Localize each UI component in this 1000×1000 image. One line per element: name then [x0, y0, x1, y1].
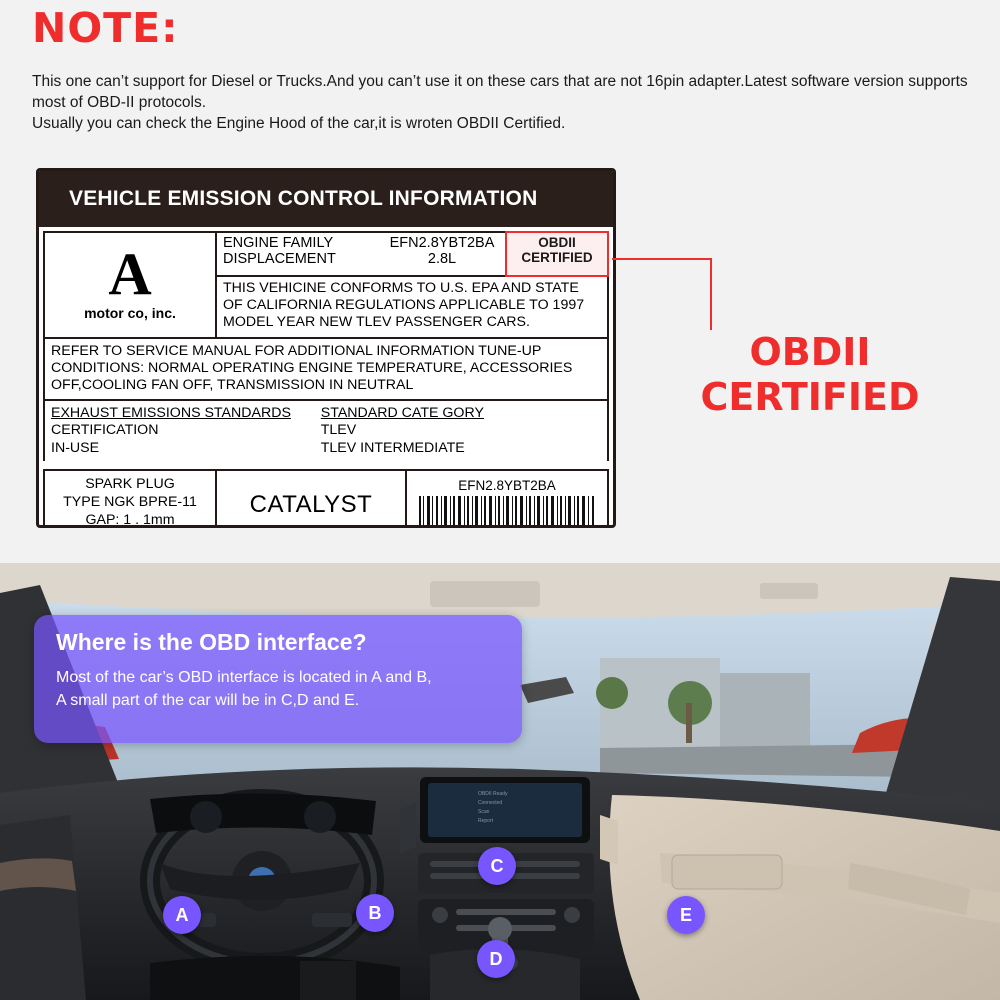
obdii-badge-line-1: OBDII: [538, 235, 576, 250]
label-row-1-right: [217, 233, 607, 337]
logo-letter: A: [108, 240, 152, 307]
engine-family-value: EFN2.8YBT2BA: [389, 235, 495, 251]
displacement-label: DISPLACEMENT: [223, 251, 336, 268]
obd-interface-callout-bubble: [34, 615, 522, 743]
callout-text: [640, 330, 980, 420]
barcode-cell: [407, 471, 607, 528]
svg-text:Connected: Connected: [478, 800, 503, 806]
spark-plug-line-2: TYPE NGK BPRE-11: [63, 493, 197, 510]
exhaust-standards-heading: EXHAUST EMISSIONS STANDARDS: [51, 405, 291, 422]
svg-text:OBDII Ready: OBDII Ready: [478, 791, 508, 797]
emission-label-body: [39, 227, 613, 528]
emission-label-header: VEHICLE EMISSION CONTROL INFORMATION: [39, 171, 613, 227]
note-line-1: This one can’t support for Diesel or Trucks.And you can’t use it on these cars that are not 16pin adapter.Latest software version supports most of OBD-II protocols.: [32, 73, 968, 111]
location-pin-a[interactable]: [163, 896, 201, 934]
emissions-standards-row: [45, 399, 607, 461]
bubble-body-line-2: A small part of the car will be in C,D and E.: [56, 692, 360, 710]
conformance-statement: THIS VEHICINE CONFORMS TO U.S. EPA AND STATE OF CALIFORNIA REGULATIONS APPLICABLE TO 1997 MODEL YEAR NEW TLEV PASSENGER CARS.: [223, 280, 585, 330]
spark-plug-cell: [45, 471, 217, 528]
label-row-1: [45, 233, 607, 337]
displacement-value: 2.8L: [427, 251, 457, 268]
callout-line-2: CERTIFIED: [700, 374, 920, 419]
exhaust-standards-cell: [45, 401, 315, 461]
pin-label: C: [490, 855, 504, 876]
spark-plug-line-1: SPARK PLUG: [85, 476, 175, 493]
label-bottom-block: [43, 469, 609, 528]
callout-leader-horizontal: [612, 258, 712, 260]
callout-leader-vertical: [710, 258, 712, 330]
callout-line-1: OBDII: [749, 330, 871, 374]
location-pin-e[interactable]: [667, 896, 705, 934]
label-row-4: [45, 471, 607, 528]
label-top-block: [43, 231, 609, 461]
manufacturer-logo: [45, 233, 217, 337]
pin-label: A: [175, 904, 189, 925]
svg-text:Report: Report: [478, 818, 494, 824]
obdii-certified-badge: [505, 231, 609, 277]
emission-label-card: [36, 168, 616, 528]
service-manual-note: REFER TO SERVICE MANUAL FOR ADDITIONAL INFORMATION TUNE-UP CONDITIONS: NORMAL OPERATING ENGINE TEMPERATURE, ACCESSORIES OFF,COOLING FAN OFF, TRANSMISSION IN NEUTRAL: [45, 337, 607, 399]
pin-label: D: [489, 948, 503, 969]
pin-label: B: [368, 902, 382, 923]
standard-category-row-1: TLEV: [320, 422, 357, 439]
bubble-title: Where is the OBD interface?: [56, 629, 367, 655]
location-pin-d[interactable]: [477, 940, 515, 978]
exhaust-standards-row-2: IN-USE: [51, 439, 100, 456]
note-title: NOTE:: [32, 4, 179, 52]
exhaust-standards-row-1: CERTIFICATION: [51, 422, 159, 439]
standard-category-row-2: TLEV INTERMEDIATE: [320, 439, 465, 456]
engine-family-row: [217, 233, 607, 277]
location-pin-c[interactable]: [478, 847, 516, 885]
location-pin-b[interactable]: [356, 894, 394, 932]
note-body: [32, 72, 982, 135]
engine-family-values: [379, 233, 505, 275]
pin-label: E: [679, 904, 692, 925]
svg-text:Scan: Scan: [478, 809, 490, 815]
car-interior-photo: [0, 563, 1000, 1000]
logo-subtitle: motor co, inc.: [84, 304, 176, 321]
obdii-badge-line-2: CERTIFIED: [521, 249, 593, 265]
bubble-body-line-1: Most of the car’s OBD interface is located in A and B,: [56, 669, 432, 686]
catalyst-cell: CATALYST: [217, 471, 407, 528]
engine-family-labels: [217, 233, 379, 275]
barcode-icon: [417, 496, 597, 528]
standard-category-heading: STANDARD CATE GORY: [320, 405, 484, 422]
spark-plug-line-3: GAP: 1 . 1mm: [85, 511, 175, 528]
standard-category-cell: [315, 401, 607, 461]
engine-family-label: ENGINE FAMILY: [223, 235, 334, 251]
note-line-2: Usually you can check the Engine Hood of the car,it is wroten OBDII Certified.: [32, 114, 566, 132]
barcode-text: EFN2.8YBT2BA: [458, 478, 556, 494]
